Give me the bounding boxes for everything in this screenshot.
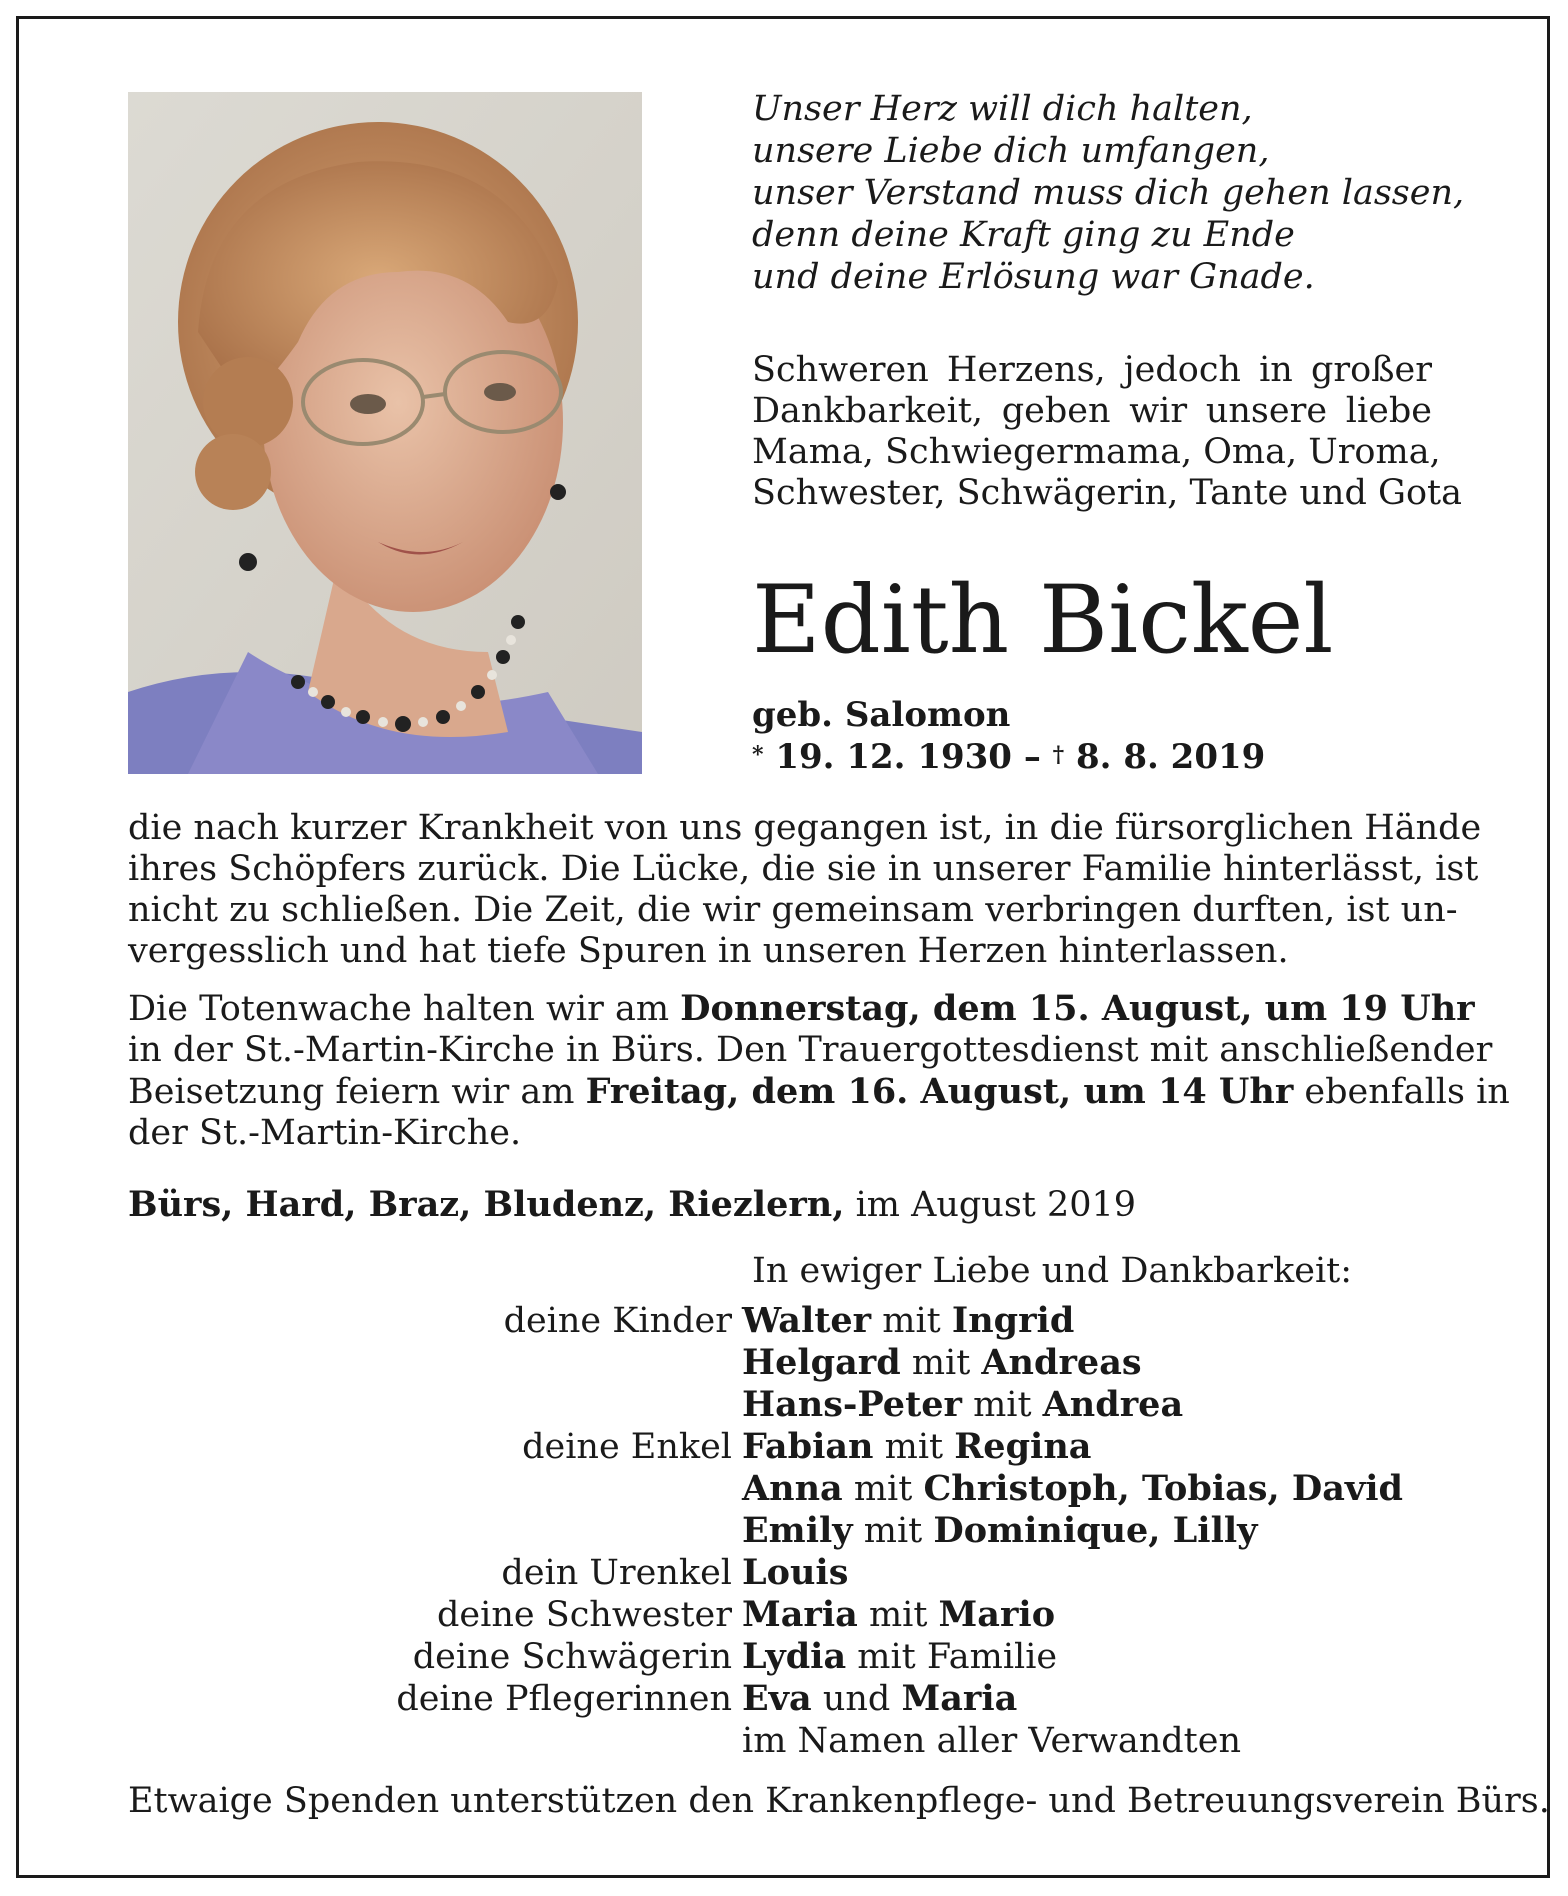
funeral-date: Freitag, dem 16. August, um 14 Uhr xyxy=(585,1071,1294,1112)
relation-label: deine Schwägerin xyxy=(412,1637,732,1677)
mourner-row xyxy=(128,1678,1528,1720)
paragraph-service xyxy=(128,988,1510,1154)
mourner-names xyxy=(742,1720,1241,1762)
paragraph-announcement xyxy=(128,808,1482,972)
mourner-names xyxy=(742,1594,1055,1636)
connector-text: im Namen aller Verwandten xyxy=(742,1721,1241,1761)
poem-line: und deine Erlösung war Gnade. xyxy=(752,257,1315,297)
mourner-names xyxy=(742,1678,1017,1720)
connector-text: mit xyxy=(961,1385,1043,1425)
mourners-list xyxy=(128,1300,1528,1762)
relation-label xyxy=(128,1510,742,1552)
mourner-name: Fabian xyxy=(742,1426,874,1467)
paragraph-line: die nach kurzer Krankheit von uns gegangen ist, in die fürsorglichen Hände xyxy=(128,808,1482,848)
mourner-row xyxy=(128,1636,1528,1678)
mourner-name: Andreas xyxy=(981,1342,1142,1383)
paragraph-line: nicht zu schließen. Die Zeit, die wir gemeinsam verbringen durften, ist un- xyxy=(128,890,1458,930)
poem-line: unsere Liebe dich umfangen, xyxy=(752,131,1270,171)
wake-date: Donnerstag, dem 15. August, um 19 Uhr xyxy=(680,988,1475,1029)
mourner-name: Helgard xyxy=(742,1342,901,1383)
relation-label xyxy=(128,1720,742,1762)
mourner-names xyxy=(742,1384,1183,1426)
birth-date: 19. 12. 1930 xyxy=(775,737,1012,777)
connector-text: und xyxy=(811,1679,902,1719)
connector-text: mit xyxy=(852,1511,934,1551)
intro-line: Mama, Schwiegermama, Oma, Uroma, xyxy=(752,432,1441,472)
service-text: ebenfalls in xyxy=(1293,1072,1510,1112)
relation-label: deine Enkel xyxy=(522,1427,732,1467)
poem-line: unser Verstand muss dich gehen lassen, xyxy=(752,173,1465,213)
death-symbol: † xyxy=(1052,742,1065,768)
mourner-name: Louis xyxy=(742,1552,849,1593)
mourner-row xyxy=(128,1594,1528,1636)
mourner-names xyxy=(742,1510,1258,1552)
relation-label xyxy=(128,1468,742,1510)
relation-label: deine Kinder xyxy=(503,1301,732,1341)
relation-label: dein Urenkel xyxy=(501,1553,732,1593)
mourner-row xyxy=(128,1468,1528,1510)
mourner-name: Christoph, Tobias, David xyxy=(923,1468,1404,1509)
mourner-name: Ingrid xyxy=(951,1300,1075,1341)
paragraph-line: vergesslich und hat tiefe Spuren in unseren Herzen hinterlassen. xyxy=(128,931,1289,971)
mourner-row xyxy=(128,1510,1528,1552)
mourner-name: Walter xyxy=(742,1300,872,1341)
portrait-photo xyxy=(128,92,642,774)
poem xyxy=(752,88,1512,298)
paragraph-line xyxy=(128,988,1475,1030)
paragraph-line xyxy=(128,1071,1510,1113)
mourner-row xyxy=(128,1300,1528,1342)
death-date: 8. 8. 2019 xyxy=(1076,737,1266,777)
mourner-row xyxy=(128,1426,1528,1468)
service-text: Beisetzung feiern wir am xyxy=(128,1072,586,1112)
mourner-name: Maria xyxy=(901,1678,1018,1719)
paragraph-line: ihres Schöpfers zurück. Die Lücke, die sie in unserer Familie hinterlässt, ist xyxy=(128,849,1479,889)
mourner-names xyxy=(742,1468,1403,1510)
mourner-names xyxy=(742,1300,1074,1342)
mourner-names xyxy=(742,1636,1057,1678)
month-year: im August 2019 xyxy=(844,1185,1137,1225)
mourner-names xyxy=(742,1342,1142,1384)
connector-text: mit Familie xyxy=(846,1637,1058,1677)
service-text: Die Totenwache halten wir am xyxy=(128,989,681,1029)
intro-line: Schweren Herzens, jedoch in großer xyxy=(752,350,1432,390)
relation-label: deine Schwester xyxy=(437,1595,732,1635)
relation-label: deine Pflegerinnen xyxy=(396,1679,732,1719)
intro-text xyxy=(752,350,1462,514)
maiden-name: geb. Salomon xyxy=(752,695,1011,735)
intro-line: Dankbarkeit, geben wir unsere liebe xyxy=(752,391,1432,431)
relation-label xyxy=(128,1342,742,1384)
mourner-row xyxy=(128,1552,1528,1594)
paragraph-line: der St.-Martin-Kirche. xyxy=(128,1113,522,1153)
intro-line: Schwester, Schwägerin, Tante und Gota xyxy=(752,473,1462,513)
place-date xyxy=(128,1184,1438,1226)
mourner-row xyxy=(128,1342,1528,1384)
mourner-name: Anna xyxy=(742,1468,843,1509)
poem-line: denn deine Kraft ging zu Ende xyxy=(752,215,1295,255)
relation-label xyxy=(128,1384,742,1426)
mourner-row xyxy=(128,1384,1528,1426)
connector-text: mit xyxy=(857,1595,939,1635)
mourner-name: Regina xyxy=(954,1426,1092,1467)
connector-text: mit xyxy=(842,1469,924,1509)
life-dates xyxy=(752,736,1265,778)
mourner-name: Mario xyxy=(938,1594,1056,1635)
mourner-name: Hans-Peter xyxy=(742,1384,962,1425)
mourner-name: Lydia xyxy=(742,1636,847,1677)
mourner-name: Emily xyxy=(742,1510,853,1551)
birth-symbol: * xyxy=(752,742,764,768)
connector-text: mit xyxy=(871,1301,952,1341)
mourner-name: Maria xyxy=(742,1594,858,1635)
date-dash: – xyxy=(1023,737,1041,777)
signoff: In ewiger Liebe und Dankbarkeit: xyxy=(752,1251,1352,1291)
mourner-row xyxy=(128,1720,1528,1762)
paragraph-line: in der St.-Martin-Kirche in Bürs. Den Trauergottesdienst mit anschließender xyxy=(128,1030,1493,1070)
mourner-names xyxy=(742,1426,1091,1468)
mourner-name: Andrea xyxy=(1042,1384,1184,1425)
deceased-name: Edith Bickel xyxy=(752,566,1334,675)
poem-line: Unser Herz will dich halten, xyxy=(752,89,1253,129)
donation-note: Etwaige Spenden unterstützen den Krankenpflege- und Betreuungsverein Bürs. xyxy=(128,1781,1550,1821)
mourner-name: Eva xyxy=(742,1678,812,1719)
towns: Bürs, Hard, Braz, Bludenz, Riezlern, xyxy=(128,1184,845,1225)
connector-text: mit xyxy=(873,1427,955,1467)
mourner-name: Dominique, Lilly xyxy=(933,1510,1258,1551)
connector-text: mit xyxy=(900,1343,982,1383)
mourner-names xyxy=(742,1552,848,1594)
